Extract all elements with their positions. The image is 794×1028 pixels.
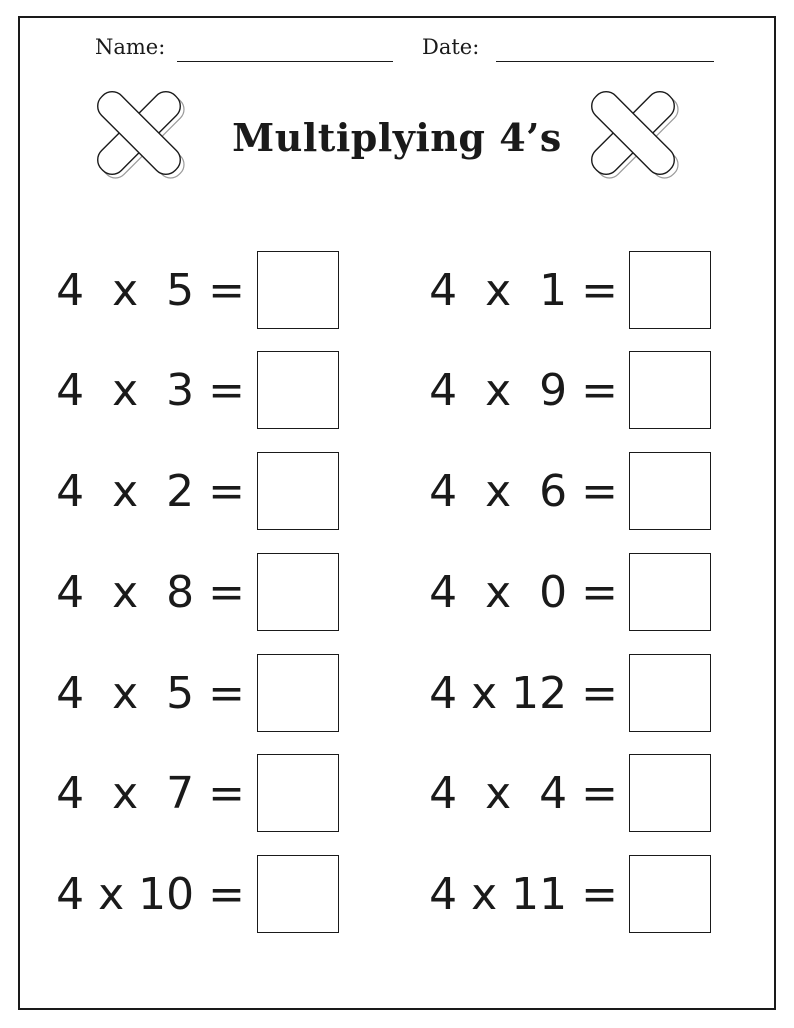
problem-expression: 4 x 9 = xyxy=(429,365,618,416)
date-field[interactable] xyxy=(422,30,714,64)
answer-box[interactable] xyxy=(257,553,339,631)
date-line[interactable] xyxy=(496,61,714,62)
problem-expression: 4 x 5 = xyxy=(56,265,245,316)
answer-box[interactable] xyxy=(629,452,711,530)
problem-expression: 4 x 8 = xyxy=(56,567,245,618)
answer-box[interactable] xyxy=(629,855,711,933)
problem-expression: 4 x 0 = xyxy=(429,567,618,618)
multiplication-x-icon xyxy=(580,80,690,190)
name-label: Name: xyxy=(95,35,166,59)
page-title: Multiplying 4’s xyxy=(232,115,562,160)
problem-expression: 4 x 2 = xyxy=(56,466,245,517)
answer-box[interactable] xyxy=(257,251,339,329)
answer-box[interactable] xyxy=(629,251,711,329)
answer-box[interactable] xyxy=(257,855,339,933)
problem-expression: 4 x 12 = xyxy=(429,668,618,719)
answer-box[interactable] xyxy=(257,351,339,429)
name-line[interactable] xyxy=(177,61,393,62)
problem-expression: 4 x 3 = xyxy=(56,365,245,416)
answer-box[interactable] xyxy=(629,754,711,832)
answer-box[interactable] xyxy=(629,553,711,631)
problem-expression: 4 x 4 = xyxy=(429,768,618,819)
answer-box[interactable] xyxy=(257,754,339,832)
problem-expression: 4 x 10 = xyxy=(56,869,245,920)
answer-box[interactable] xyxy=(629,351,711,429)
problem-expression: 4 x 11 = xyxy=(429,869,618,920)
name-field[interactable] xyxy=(95,30,395,64)
answer-box[interactable] xyxy=(629,654,711,732)
date-label: Date: xyxy=(422,35,480,59)
answer-box[interactable] xyxy=(257,452,339,530)
answer-box[interactable] xyxy=(257,654,339,732)
problem-expression: 4 x 6 = xyxy=(429,466,618,517)
problem-expression: 4 x 5 = xyxy=(56,668,245,719)
problem-expression: 4 x 7 = xyxy=(56,768,245,819)
problem-expression: 4 x 1 = xyxy=(429,265,618,316)
